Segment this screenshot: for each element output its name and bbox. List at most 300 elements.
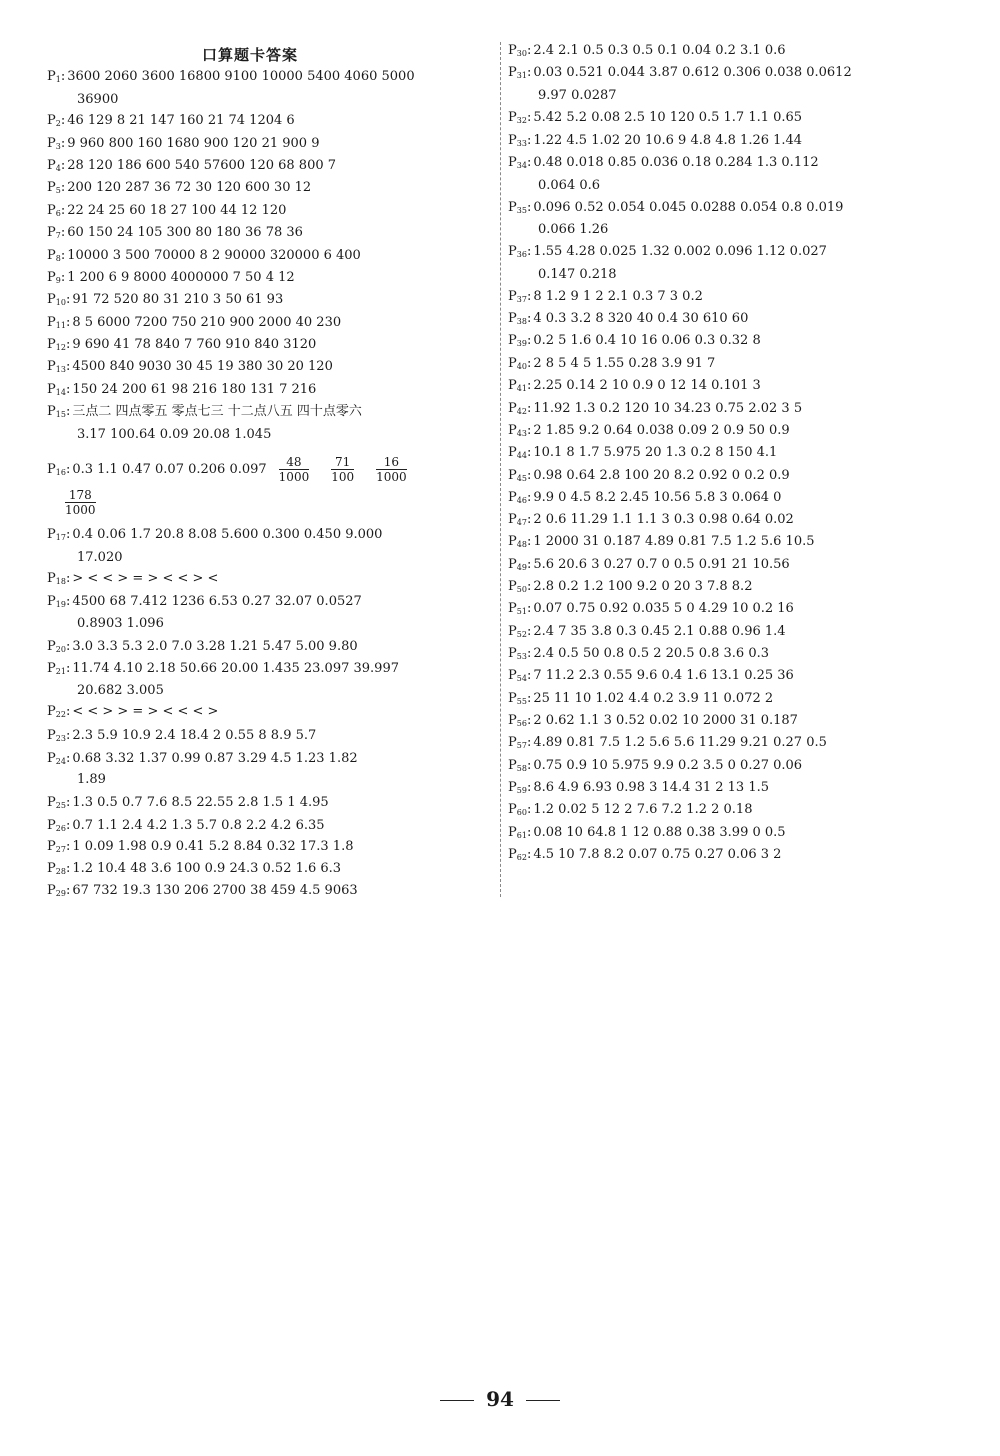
page-label-letter: P bbox=[47, 462, 56, 477]
page-label-number: 10 bbox=[55, 298, 66, 307]
page-number-dash-right bbox=[526, 1400, 560, 1401]
answer-row-p19: $P_{19}$: 4500 68 7.412 1236 6.53 0.27 32.07 0.0527 bbox=[47, 592, 362, 615]
answer-row-p41: $P_{41}$: 2.25 0.14 2 10 0.9 0 12 14 0.101 3 bbox=[508, 376, 761, 399]
answer-values: 2.4 2.1 0.5 0.3 0.5 0.1 0.04 0.2 3.1 0.6 bbox=[533, 43, 786, 58]
page-label-letter: P bbox=[47, 225, 56, 240]
answer-values: 三点二 四点零五 零点七三 十二点八五 四十点零六 bbox=[72, 404, 362, 419]
page-label bbox=[508, 331, 527, 354]
page-label bbox=[47, 659, 66, 682]
page-label-number: 54 bbox=[516, 674, 527, 683]
page-label-number: 38 bbox=[516, 317, 527, 326]
page-label-number: 48 bbox=[516, 540, 527, 549]
page-label bbox=[47, 859, 66, 882]
fraction bbox=[331, 455, 354, 484]
answer-continuation-p19: 0.8903 1.096 bbox=[77, 616, 164, 631]
answer-values: 11.74 4.10 2.18 50.66 20.00 1.435 23.097 39.997 bbox=[72, 661, 399, 676]
page-label-number: 9 bbox=[55, 276, 61, 285]
page-label-letter: P bbox=[47, 270, 56, 285]
answer-values: 2.3 5.9 10.9 2.4 18.4 2 0.55 8 8.9 5.7 bbox=[72, 728, 317, 743]
page-label-letter: P bbox=[508, 445, 517, 460]
answer-values: 2 1.85 9.2 0.64 0.038 0.09 2 0.9 50 0.9 bbox=[533, 423, 790, 438]
page-label-number: 45 bbox=[516, 474, 527, 483]
answer-values: 1 0.09 1.98 0.9 0.41 5.2 8.84 0.32 17.3 1.8 bbox=[72, 839, 354, 854]
page-label-number: 39 bbox=[516, 339, 527, 348]
page-label-number: 24 bbox=[55, 757, 66, 766]
answer-values: 0.096 0.52 0.054 0.045 0.0288 0.054 0.8 0.019 bbox=[533, 200, 844, 215]
page-label bbox=[508, 800, 527, 823]
page-label-letter: P bbox=[47, 861, 56, 876]
answer-values: 60 150 24 105 300 80 180 36 78 36 bbox=[67, 225, 303, 240]
answer-row-p26: $P_{26}$: 0.7 1.1 2.4 4.2 1.3 5.7 0.8 2.2 4.2 6.35 bbox=[47, 816, 325, 839]
answer-row-p14: $P_{14}$: 150 24 200 61 98 216 180 131 7 216 bbox=[47, 380, 316, 403]
page-number-dash-left bbox=[440, 1400, 474, 1401]
answer-continuation-p31: 9.97 0.0287 bbox=[538, 88, 617, 103]
answer-continuation-p15: 3.17 100.64 0.09 20.08 1.045 bbox=[77, 427, 272, 442]
page-label-letter: P bbox=[508, 133, 517, 148]
page-label-number: 23 bbox=[55, 734, 66, 743]
answer-row-p52: $P_{52}$: 2.4 7 35 3.8 0.3 0.45 2.1 0.88 0.96 1.4 bbox=[508, 622, 786, 645]
page-label-letter: P bbox=[508, 356, 517, 371]
answer-row-p31: $P_{31}$: 0.03 0.521 0.044 3.87 0.612 0.306 0.038 0.0612 bbox=[508, 63, 852, 86]
page-label-letter: P bbox=[47, 359, 56, 374]
page-label-number: 14 bbox=[55, 388, 66, 397]
page-label-number: 26 bbox=[55, 824, 66, 833]
page-number bbox=[0, 1387, 1000, 1411]
page-label bbox=[508, 198, 527, 221]
page-label bbox=[508, 644, 527, 667]
answer-row-p18: $P_{18}$: > < < > = > < < > < bbox=[47, 569, 218, 592]
answer-values: 0.08 10 64.8 1 12 0.88 0.38 3.99 0 0.5 bbox=[533, 825, 786, 840]
page-label bbox=[47, 246, 61, 269]
answer-continuation-p21: 20.682 3.005 bbox=[77, 683, 164, 698]
answer-row-p55: $P_{55}$: 25 11 10 1.02 4.4 0.2 3.9 11 0.072 2 bbox=[508, 689, 773, 712]
page-label-number: 29 bbox=[55, 889, 66, 898]
answer-values: 8 5 6000 7200 750 210 900 2000 40 230 bbox=[72, 315, 342, 330]
page-label-number: 47 bbox=[516, 518, 527, 527]
page-label-number: 33 bbox=[516, 139, 527, 148]
page-label-letter: P bbox=[508, 713, 517, 728]
page-label-number: 11 bbox=[55, 321, 66, 330]
page-label bbox=[47, 525, 66, 548]
answer-values: 4.5 10 7.8 8.2 0.07 0.75 0.27 0.06 3 2 bbox=[533, 847, 782, 862]
answer-values: 10.1 8 1.7 5.975 20 1.3 0.2 8 150 4.1 bbox=[533, 445, 778, 460]
answer-row-p2: $P_2$: 46 129 8 21 147 160 21 74 1204 6 bbox=[47, 111, 295, 134]
answer-row-p56: $P_{56}$: 2 0.62 1.1 3 0.52 0.02 10 2000 31 0.187 bbox=[508, 711, 798, 734]
answer-values: 11.92 1.3 0.2 120 10 34.23 0.75 2.02 3 5 bbox=[533, 401, 803, 416]
answer-values: 150 24 200 61 98 216 180 131 7 216 bbox=[72, 382, 317, 397]
page-label bbox=[508, 733, 527, 756]
page-label bbox=[47, 726, 66, 749]
answer-row-p40: $P_{40}$: 2 8 5 4 5 1.55 0.28 3.9 91 7 bbox=[508, 354, 715, 377]
answer-row-p53: $P_{53}$: 2.4 0.5 50 0.8 0.5 2 20.5 0.8 3.6 0.3 bbox=[508, 644, 769, 667]
page-label-number: 36 bbox=[516, 250, 527, 259]
page-label-letter: P bbox=[508, 65, 517, 80]
answer-values: 1.22 4.5 1.02 20 10.6 9 4.8 4.8 1.26 1.44 bbox=[533, 133, 803, 148]
answer-values: 8 1.2 9 1 2 2.1 0.3 7 3 0.2 bbox=[533, 289, 703, 304]
page-label-letter: P bbox=[47, 136, 56, 151]
page-label-number: 27 bbox=[55, 845, 66, 854]
answer-values: 4.89 0.81 7.5 1.2 5.6 5.6 11.29 9.21 0.27 0.5 bbox=[533, 735, 827, 750]
page-label bbox=[47, 749, 66, 772]
page-label-number: 7 bbox=[55, 231, 61, 240]
page-label-letter: P bbox=[47, 158, 56, 173]
answer-values: 9 690 41 78 840 7 760 910 840 3120 bbox=[72, 337, 317, 352]
answer-row-p47: $P_{47}$: 2 0.6 11.29 1.1 1.1 3 0.3 0.98 0.64 0.02 bbox=[508, 510, 794, 533]
answer-row-p48: $P_{48}$: 1 2000 31 0.187 4.89 0.81 7.5 1.2 5.6 10.5 bbox=[508, 532, 815, 555]
answer-values: 0.4 0.06 1.7 20.8 8.08 5.600 0.300 0.450 9.000 bbox=[72, 527, 383, 542]
page-label bbox=[508, 376, 527, 399]
page-label-letter: P bbox=[47, 661, 56, 676]
answer-values: 9 960 800 160 1680 900 120 21 900 9 bbox=[67, 136, 320, 151]
answer-row-p13: $P_{13}$: 4500 840 9030 30 45 19 380 30 20 120 bbox=[47, 357, 333, 380]
answer-row-p20: $P_{20}$: 3.0 3.3 5.3 2.0 7.0 3.28 1.21 5.47 5.00 9.80 bbox=[47, 637, 358, 660]
page-label bbox=[508, 421, 527, 444]
fraction-numerator: 178 bbox=[65, 488, 96, 503]
page-label bbox=[47, 793, 66, 816]
page-label-number: 5 bbox=[55, 186, 61, 195]
answer-row-p3: $P_3$: 9 960 800 160 1680 900 120 21 900 9 bbox=[47, 134, 319, 157]
page-label-number: 58 bbox=[516, 764, 527, 773]
page-label-number: 62 bbox=[516, 853, 527, 862]
page-label-letter: P bbox=[508, 155, 517, 170]
page-label-letter: P bbox=[508, 691, 517, 706]
page-label-letter: P bbox=[47, 69, 56, 84]
page-label bbox=[508, 555, 527, 578]
answer-row-p30: $P_{30}$: 2.4 2.1 0.5 0.3 0.5 0.1 0.04 0.2 3.1 0.6 bbox=[508, 41, 786, 64]
page-label bbox=[47, 223, 61, 246]
answer-values: 3.0 3.3 5.3 2.0 7.0 3.28 1.21 5.47 5.00 9.80 bbox=[72, 639, 358, 654]
page-label bbox=[47, 290, 66, 313]
page-label-number: 30 bbox=[516, 49, 527, 58]
page-label bbox=[508, 577, 527, 600]
answer-values: 0.3 1.1 0.47 0.07 0.206 0.097 bbox=[72, 462, 267, 477]
page-label-letter: P bbox=[47, 113, 56, 128]
page-label bbox=[508, 599, 527, 622]
page-label-number: 46 bbox=[516, 496, 527, 505]
answer-row-p7: $P_7$: 60 150 24 105 300 80 180 36 78 36 bbox=[47, 223, 303, 246]
answer-row-p11: $P_{11}$: 8 5 6000 7200 750 210 900 2000 40 230 bbox=[47, 313, 341, 336]
answer-values: 0.07 0.75 0.92 0.035 5 0 4.29 10 0.2 16 bbox=[533, 601, 794, 616]
answer-values: 1.55 4.28 0.025 1.32 0.002 0.096 1.12 0.027 bbox=[533, 244, 827, 259]
page-label bbox=[47, 335, 66, 358]
page-label-number: 56 bbox=[516, 719, 527, 728]
answer-values: 2 0.62 1.1 3 0.52 0.02 10 2000 31 0.187 bbox=[533, 713, 798, 728]
answer-values: 0.03 0.521 0.044 3.87 0.612 0.306 0.038 0.0612 bbox=[533, 65, 852, 80]
page-label bbox=[47, 402, 66, 425]
page-label-letter: P bbox=[47, 751, 56, 766]
page-label-number: 18 bbox=[55, 577, 66, 586]
page-label bbox=[508, 778, 527, 801]
answer-row-p17: $P_{17}$: 0.4 0.06 1.7 20.8 8.08 5.600 0.300 0.450 9.000 bbox=[47, 525, 382, 548]
answer-row-p60: $P_{60}$: 1.2 0.02 5 12 2 7.6 7.2 1.2 2 0.18 bbox=[508, 800, 752, 823]
answer-row-p45: $P_{45}$: 0.98 0.64 2.8 100 20 8.2 0.92 0 0.2 0.9 bbox=[508, 466, 790, 489]
fraction-denominator: 1000 bbox=[278, 470, 310, 484]
answer-values: 3600 2060 3600 16800 9100 10000 5400 4060 5000 bbox=[67, 69, 415, 84]
page-label bbox=[47, 702, 66, 725]
page-label-number: 57 bbox=[516, 741, 527, 750]
page-label-letter: P bbox=[47, 795, 56, 810]
page-label bbox=[47, 201, 61, 224]
answer-values: 4500 840 9030 30 45 19 380 30 20 120 bbox=[72, 359, 333, 374]
page-label-number: 34 bbox=[516, 161, 527, 170]
answer-row-p44: $P_{44}$: 10.1 8 1.7 5.975 20 1.3 0.2 8 150 4.1 bbox=[508, 443, 777, 466]
answer-row-p62: $P_{62}$: 4.5 10 7.8 8.2 0.07 0.75 0.27 0.06 3 2 bbox=[508, 845, 781, 868]
answer-values: > < < > = > < < > < bbox=[72, 571, 219, 586]
answer-values: 2.4 7 35 3.8 0.3 0.45 2.1 0.88 0.96 1.4 bbox=[533, 624, 786, 639]
fraction-denominator: 1000 bbox=[376, 470, 407, 484]
page-label-letter: P bbox=[508, 825, 517, 840]
page-label bbox=[47, 357, 66, 380]
answer-row-p39: $P_{39}$: 0.2 5 1.6 0.4 10 16 0.06 0.3 0.32 8 bbox=[508, 331, 761, 354]
page-label-letter: P bbox=[508, 333, 517, 348]
page-label-letter: P bbox=[508, 311, 517, 326]
page-label-letter: P bbox=[47, 527, 56, 542]
answer-row-p58: $P_{58}$: 0.75 0.9 10 5.975 9.9 0.2 3.5 0 0.27 0.06 bbox=[508, 756, 802, 779]
page-label bbox=[47, 592, 66, 615]
answer-continuation-p34: 0.064 0.6 bbox=[538, 178, 601, 193]
answer-row-p32: $P_{32}$: 5.42 5.2 0.08 2.5 10 120 0.5 1.7 1.1 0.65 bbox=[508, 108, 802, 131]
page-label-number: 50 bbox=[516, 585, 527, 594]
fraction bbox=[279, 455, 310, 484]
page-label bbox=[508, 622, 527, 645]
page-label-letter: P bbox=[47, 594, 56, 609]
page-label bbox=[508, 532, 527, 555]
answer-row-p36: $P_{36}$: 1.55 4.28 0.025 1.32 0.002 0.096 1.12 0.027 bbox=[508, 242, 827, 265]
page-label bbox=[47, 156, 61, 179]
answer-values: 8.6 4.9 6.93 0.98 3 14.4 31 2 13 1.5 bbox=[533, 780, 770, 795]
page-label bbox=[508, 823, 527, 846]
page-label-letter: P bbox=[47, 382, 56, 397]
page-label-number: 12 bbox=[55, 343, 66, 352]
page-label-number: 41 bbox=[516, 384, 527, 393]
page-label-letter: P bbox=[508, 557, 517, 572]
page-label-letter: P bbox=[508, 289, 517, 304]
page-label bbox=[508, 309, 527, 332]
page-label-letter: P bbox=[47, 180, 56, 195]
answer-row-p27: $P_{27}$: 1 0.09 1.98 0.9 0.41 5.2 8.84 0.32 17.3 1.8 bbox=[47, 837, 354, 860]
page-label-number: 59 bbox=[516, 786, 527, 795]
answer-row-p43: $P_{43}$: 2 1.85 9.2 0.64 0.038 0.09 2 0.9 50 0.9 bbox=[508, 421, 790, 444]
answer-values: 28 120 186 600 540 57600 120 68 800 7 bbox=[67, 158, 337, 173]
fraction-numerator: 71 bbox=[331, 455, 354, 470]
answer-values: 5.42 5.2 0.08 2.5 10 120 0.5 1.7 1.1 0.65 bbox=[533, 110, 803, 125]
answer-values: 0.98 0.64 2.8 100 20 8.2 0.92 0 0.2 0.9 bbox=[533, 468, 790, 483]
page-label-letter: P bbox=[508, 847, 517, 862]
page-label bbox=[47, 881, 66, 904]
answer-values: 2.4 0.5 50 0.8 0.5 2 20.5 0.8 3.6 0.3 bbox=[533, 646, 769, 661]
answer-values: 2 8 5 4 5 1.55 0.28 3.9 91 7 bbox=[533, 356, 716, 371]
answer-row-p50: $P_{50}$: 2.8 0.2 1.2 100 9.2 0 20 3 7.8 8.2 bbox=[508, 577, 752, 600]
page-label-number: 17 bbox=[55, 533, 66, 542]
answer-row-p8: $P_8$: 10000 3 500 70000 8 2 90000 320000 6 400 bbox=[47, 246, 361, 269]
page-label-letter: P bbox=[508, 378, 517, 393]
page-label-number: 16 bbox=[55, 468, 66, 477]
page-label bbox=[508, 41, 527, 64]
page-label-letter: P bbox=[508, 512, 517, 527]
page-label-number: 21 bbox=[55, 667, 66, 676]
page-label-number: 8 bbox=[55, 254, 61, 263]
answer-row-p57: $P_{57}$: 4.89 0.81 7.5 1.2 5.6 5.6 11.29 9.21 0.27 0.5 bbox=[508, 733, 827, 756]
page-label bbox=[508, 242, 527, 265]
answer-row-p16: $P_{16}$: 0.3 1.1 0.47 0.07 0.206 0.097 $\frac{48}{1000}$ $\frac{71}{100}$ $\frac{16}{1000}$ bbox=[47, 455, 407, 484]
page-label bbox=[508, 354, 527, 377]
page-label-number: 15 bbox=[55, 410, 66, 419]
page-label bbox=[47, 67, 61, 90]
page-label bbox=[508, 711, 527, 734]
answer-values: 2 0.6 11.29 1.1 1.1 3 0.3 0.98 0.64 0.02 bbox=[533, 512, 794, 527]
page-label-number: 35 bbox=[516, 206, 527, 215]
answer-row-p46: $P_{46}$: 9.9 0 4.5 8.2 2.45 10.56 5.8 3 0.064 0 bbox=[508, 488, 781, 511]
page-label-number: 61 bbox=[516, 831, 527, 840]
page-label-letter: P bbox=[508, 490, 517, 505]
answer-values: 10000 3 500 70000 8 2 90000 320000 6 400 bbox=[67, 248, 361, 263]
page-label-letter: P bbox=[508, 646, 517, 661]
answer-row-p6: $P_6$: 22 24 25 60 18 27 100 44 12 120 bbox=[47, 201, 286, 224]
answer-row-p21: $P_{21}$: 11.74 4.10 2.18 50.66 20.00 1.435 23.097 39.997 bbox=[47, 659, 399, 682]
page-label-number: 52 bbox=[516, 630, 527, 639]
page-label-letter: P bbox=[47, 728, 56, 743]
answer-values: 0.75 0.9 10 5.975 9.9 0.2 3.5 0 0.27 0.06 bbox=[533, 758, 803, 773]
page-label bbox=[508, 287, 527, 310]
page-label-letter: P bbox=[508, 468, 517, 483]
page-label-letter: P bbox=[47, 404, 56, 419]
page-label bbox=[508, 666, 527, 689]
page-label-number: 3 bbox=[55, 142, 61, 151]
answer-row-p5: $P_5$: 200 120 287 36 72 30 120 600 30 12 bbox=[47, 178, 311, 201]
page-label-number: 51 bbox=[516, 607, 527, 616]
answer-row-p24: $P_{24}$: 0.68 3.32 1.37 0.99 0.87 3.29 4.5 1.23 1.82 bbox=[47, 749, 358, 772]
page-label-number: 49 bbox=[516, 563, 527, 572]
page-label-letter: P bbox=[47, 818, 56, 833]
answer-row-p15: $P_{15}$: 三点二 四点零五 零点七三 十二点八五 四十点零六 bbox=[47, 402, 362, 425]
answer-values: 1 2000 31 0.187 4.89 0.81 7.5 1.2 5.6 10.5 bbox=[533, 534, 815, 549]
page-label-number: 44 bbox=[516, 451, 527, 460]
answer-values: 46 129 8 21 147 160 21 74 1204 6 bbox=[67, 113, 295, 128]
answer-continuation-p35: 0.066 1.26 bbox=[538, 222, 609, 237]
answer-values: 1 200 6 9 8000 4000000 7 50 4 12 bbox=[67, 270, 295, 285]
answer-values: 67 732 19.3 130 206 2700 38 459 4.5 9063 bbox=[72, 883, 358, 898]
page-label-letter: P bbox=[508, 624, 517, 639]
page-label-number: 25 bbox=[55, 801, 66, 810]
page-label-number: 6 bbox=[55, 209, 61, 218]
answer-row-p51: $P_{51}$: 0.07 0.75 0.92 0.035 5 0 4.29 10 0.2 16 bbox=[508, 599, 794, 622]
page-label bbox=[47, 134, 61, 157]
page-label-letter: P bbox=[508, 534, 517, 549]
page-label bbox=[47, 637, 66, 660]
answer-row-p12: $P_{12}$: 9 690 41 78 840 7 760 910 840 3120 bbox=[47, 335, 316, 358]
answer-continuation-p1: 36900 bbox=[77, 92, 119, 107]
page-label bbox=[508, 399, 527, 422]
page-label-letter: P bbox=[47, 639, 56, 654]
page-label bbox=[508, 488, 527, 511]
page-label bbox=[47, 268, 61, 291]
fraction bbox=[65, 488, 96, 517]
fraction-numerator: 16 bbox=[376, 455, 407, 470]
page-label-number: 42 bbox=[516, 407, 527, 416]
answer-values: 22 24 25 60 18 27 100 44 12 120 bbox=[67, 203, 287, 218]
page-label-number: 4 bbox=[55, 164, 61, 173]
page-label bbox=[47, 178, 61, 201]
page-label-number: 2 bbox=[55, 119, 61, 128]
page-label-number: 32 bbox=[516, 116, 527, 125]
page-label-letter: P bbox=[508, 110, 517, 125]
answer-row-p54: $P_{54}$: 7 11.2 2.3 0.55 9.6 0.4 1.6 13.1 0.25 36 bbox=[508, 666, 794, 689]
page-label-number: 1 bbox=[55, 75, 61, 84]
answer-row-p33: $P_{33}$: 1.22 4.5 1.02 20 10.6 9 4.8 4.8 1.26 1.44 bbox=[508, 131, 802, 154]
page-label-number: 31 bbox=[516, 71, 527, 80]
page-label bbox=[508, 153, 527, 176]
answer-row-p22: $P_{22}$: < < > > = > < < < > bbox=[47, 702, 218, 725]
answer-row-p25: $P_{25}$: 1.3 0.5 0.7 7.6 8.5 22.55 2.8 1.5 1 4.95 bbox=[47, 793, 329, 816]
page-label bbox=[47, 111, 61, 134]
page-label-letter: P bbox=[508, 423, 517, 438]
page-label-letter: P bbox=[47, 571, 56, 586]
answer-continuation-p24: 1.89 bbox=[77, 772, 106, 787]
fraction-denominator: 1000 bbox=[65, 503, 96, 517]
page-label-letter: P bbox=[508, 579, 517, 594]
page-label bbox=[47, 460, 66, 483]
page-number-text: 94 bbox=[486, 1387, 514, 1411]
page-label-number: 28 bbox=[55, 867, 66, 876]
page-label-letter: P bbox=[508, 200, 517, 215]
column-divider bbox=[500, 42, 501, 897]
page-label-letter: P bbox=[47, 203, 56, 218]
page-label bbox=[508, 443, 527, 466]
page-label-letter: P bbox=[47, 248, 56, 263]
page-label bbox=[47, 816, 66, 839]
page-label-number: 20 bbox=[55, 645, 66, 654]
answer-values: 200 120 287 36 72 30 120 600 30 12 bbox=[67, 180, 312, 195]
answer-values: 4500 68 7.412 1236 6.53 0.27 32.07 0.0527 bbox=[72, 594, 362, 609]
answer-values: 0.2 5 1.6 0.4 10 16 0.06 0.3 0.32 8 bbox=[533, 333, 761, 348]
page-label bbox=[508, 510, 527, 533]
page-label-number: 19 bbox=[55, 600, 66, 609]
answer-values: 2.8 0.2 1.2 100 9.2 0 20 3 7.8 8.2 bbox=[533, 579, 753, 594]
page-label-letter: P bbox=[508, 758, 517, 773]
page-label-number: 60 bbox=[516, 808, 527, 817]
page-title: 口算题卡答案 bbox=[201, 46, 298, 64]
answer-row-p4: $P_4$: 28 120 186 600 540 57600 120 68 800 7 bbox=[47, 156, 336, 179]
page-label bbox=[508, 131, 527, 154]
answer-values: 5.6 20.6 3 0.27 0.7 0 0.5 0.91 21 10.56 bbox=[533, 557, 790, 572]
answer-row-p38: $P_{38}$: 4 0.3 3.2 8 320 40 0.4 30 610 60 bbox=[508, 309, 748, 332]
page-label bbox=[47, 569, 66, 592]
page-label bbox=[508, 108, 527, 131]
answer-continuation-p36: 0.147 0.218 bbox=[538, 267, 617, 282]
page-label-letter: P bbox=[508, 601, 517, 616]
page-label-number: 40 bbox=[516, 362, 527, 371]
page-label-letter: P bbox=[47, 704, 56, 719]
page-label-letter: P bbox=[47, 292, 56, 307]
page-label-letter: P bbox=[508, 401, 517, 416]
answer-continuation-p17: 17.020 bbox=[77, 550, 123, 565]
answer-row-p10: $P_{10}$: 91 72 520 80 31 210 3 50 61 93 bbox=[47, 290, 283, 313]
fraction-numerator: 48 bbox=[279, 455, 310, 470]
page-label-letter: P bbox=[47, 337, 56, 352]
page-label-number: 53 bbox=[516, 652, 527, 661]
answer-values: 7 11.2 2.3 0.55 9.6 0.4 1.6 13.1 0.25 36 bbox=[533, 668, 794, 683]
page-label-letter: P bbox=[508, 244, 517, 259]
answer-row-p42: $P_{42}$: 11.92 1.3 0.2 120 10 34.23 0.75 2.02 3 5 bbox=[508, 399, 802, 422]
fraction-denominator: 100 bbox=[331, 470, 355, 484]
page-label-number: 43 bbox=[516, 429, 527, 438]
page-label-number: 22 bbox=[55, 710, 66, 719]
answer-row-p49: $P_{49}$: 5.6 20.6 3 0.27 0.7 0 0.5 0.91 21 10.56 bbox=[508, 555, 790, 578]
answer-row-p61: $P_{61}$: 0.08 10 64.8 1 12 0.88 0.38 3.99 0 0.5 bbox=[508, 823, 786, 846]
page-label-letter: P bbox=[508, 668, 517, 683]
answer-values: 0.68 3.32 1.37 0.99 0.87 3.29 4.5 1.23 1.82 bbox=[72, 751, 358, 766]
answer-row-p29: $P_{29}$: 67 732 19.3 130 206 2700 38 459 4.5 9063 bbox=[47, 881, 358, 904]
